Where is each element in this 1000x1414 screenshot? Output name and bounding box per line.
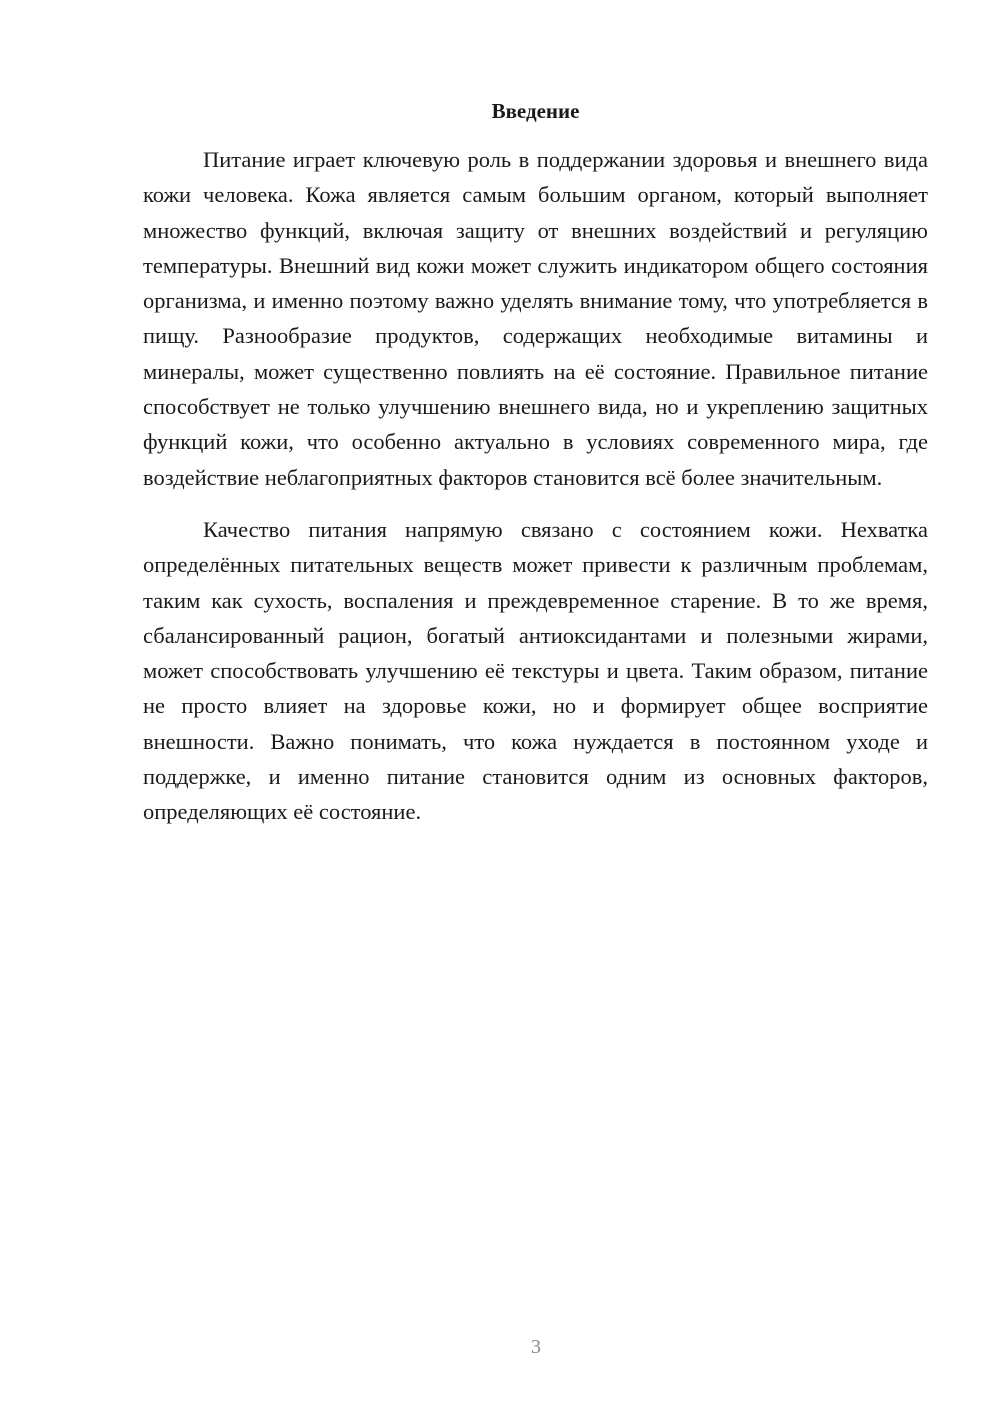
section-heading: Введение bbox=[491, 99, 580, 123]
paragraph-1: Питание играет ключевую роль в поддержании здоровья и внешнего вида кожи человека. Кожа является самым большим органом, который выполняет множество функций, включая защиту от внешних воздействий и регуляцию температуры. Внешний вид кожи может служить индикатором общего состояния организма, и именно поэтому важно уделять внимание тому, что употребляется в пищу. Разнообразие продуктов, содержащих необходимые витамины и минералы, может существенно повлиять на её состояние. Правильное питание способствует не только улучшению внешнего вида, но и укреплению защитных функций кожи, что особенно актуально в условиях современного мира, где воздействие неблагоприятных факторов становится всё более значительным. bbox=[143, 147, 928, 490]
page-number: 3 bbox=[531, 1336, 541, 1358]
paragraph-2: Качество питания напрямую связано с состоянием кожи. Нехватка определённых питательных веществ может привести к различным проблемам, таким как сухость, воспаления и преждевременное старение. В то же время, сбалансированный рацион, богатый антиоксидантами и полезными жирами, может способствовать улучшению её текстуры и цвета. Таким образом, питание не просто влияет на здоровье кожи, но и формирует общее восприятие внешности. Важно понимать, что кожа нуждается в постоянном уходе и поддержке, и именно питание становится одним из основных факторов, определяющих её состояние. bbox=[143, 516, 928, 825]
body-text bbox=[143, 142, 928, 830]
